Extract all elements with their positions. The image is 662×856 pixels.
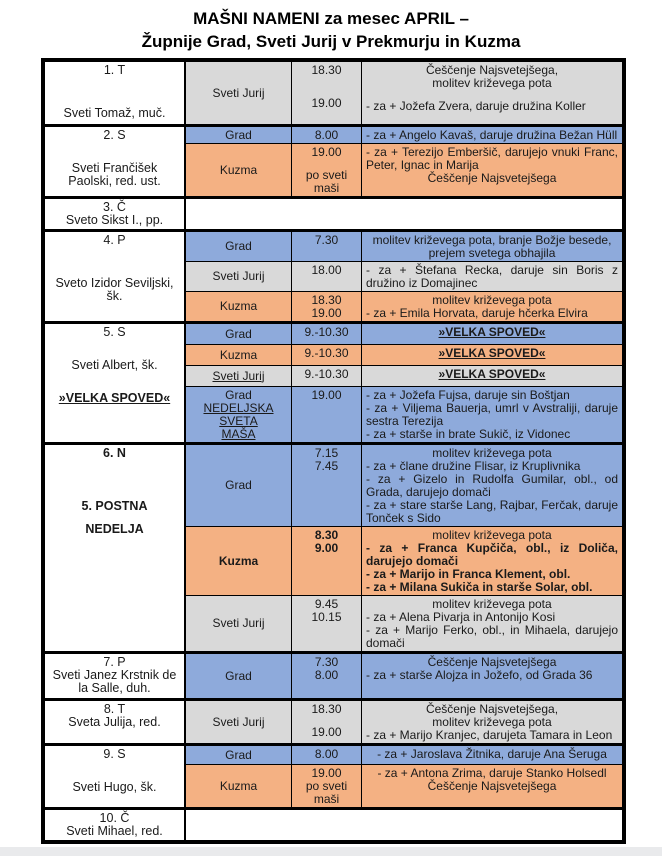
day-text: Paolski, red. ust.: [68, 174, 161, 188]
day-rows: [186, 445, 622, 651]
spacer: [47, 142, 182, 152]
intention-text: »VELKA SPOVED«: [438, 367, 546, 381]
day-text: la Salle, duh.: [78, 681, 151, 695]
intention-text: - za + stare starše Lang, Rajbar, Ferčak, daruje Tonček s Sido: [366, 498, 618, 525]
intention-cell: [362, 345, 622, 365]
church-cell: [186, 292, 292, 321]
time-cell: [292, 596, 362, 651]
day-group-2: [45, 124, 622, 196]
time-cell: [292, 292, 362, 321]
church-name: Sveti Jurij: [212, 616, 265, 630]
day-cell: [45, 62, 186, 124]
intention-text: molitev križevega pota: [432, 597, 552, 611]
intention-text: Češčenje Najsvetejšega: [427, 655, 557, 669]
spacer: [47, 480, 182, 490]
time-text: 7.30: [314, 233, 339, 247]
time-text: 19.00: [311, 306, 342, 320]
day-text: Sveti Hugo, šk.: [72, 780, 157, 794]
church-cell: [186, 701, 292, 743]
intention-text: - za + Marijo Ferko, obl., in Mihaela, darujejo domači: [366, 623, 618, 650]
church-cell: [186, 345, 292, 365]
day-text: 3. Č: [103, 200, 126, 214]
church-name: Grad: [225, 127, 252, 142]
intention-text: - za + člane družine Flisar, iz Kruplivnika: [366, 459, 581, 473]
day-text: 10. Č: [99, 811, 130, 825]
empty-cell: [186, 810, 622, 840]
church-name: Kuzma: [219, 778, 258, 793]
day-rows: [186, 232, 622, 321]
time-cell: [292, 232, 362, 261]
church-cell: [186, 527, 292, 595]
mass-row: [186, 291, 622, 321]
intention-text: - za + Angelo Kavaš, daruje družina Bežan Hüll: [366, 128, 618, 142]
day-group-4: [45, 229, 622, 321]
intention-text: - za + starše in brate Sukič, iz Vidonec: [366, 427, 571, 441]
time-text: 18.30: [311, 702, 342, 716]
spacer: [47, 77, 182, 87]
spacer: [47, 460, 182, 470]
church-name: Sveti Jurij: [212, 714, 265, 729]
page-title-line2: Župnije Grad, Sveti Jurij v Prekmurju in Kuzma: [141, 32, 521, 51]
day-text: 2. S: [103, 128, 126, 142]
day-group-8: [45, 698, 622, 743]
mass-row: [186, 143, 622, 196]
church-name: NEDELJSKA: [203, 400, 274, 415]
church-cell: [186, 366, 292, 386]
mass-row: [186, 62, 622, 124]
church-cell: [186, 144, 292, 196]
time-cell: [292, 324, 362, 344]
intention-cell: [362, 366, 622, 386]
page-bottom-strip: [0, 847, 662, 856]
day-rows: [186, 746, 622, 807]
mass-row: [186, 654, 622, 698]
day-group-3: [45, 196, 622, 229]
time-text: 9.-10.30: [304, 346, 349, 360]
day-rows: [186, 199, 622, 229]
church-cell: [186, 746, 292, 764]
time-text: 19.00: [311, 145, 342, 159]
day-text: 4. P: [103, 233, 126, 247]
day-rows: [186, 324, 622, 442]
day-text: Sveti Mihael, red.: [66, 824, 163, 838]
day-text: 7. P: [103, 655, 126, 669]
mass-intentions-table: [41, 58, 626, 844]
mass-row: [186, 365, 622, 386]
intention-text: - za + Alena Pivarja in Antonijo Kosi: [366, 610, 556, 624]
day-group-1: [45, 62, 622, 124]
intention-cell: [362, 262, 622, 291]
time-cell: [292, 62, 362, 124]
intention-text: Češčenje Najsvetejšega,: [425, 63, 559, 77]
time-text: 10.15: [311, 610, 342, 624]
intention-text: molitev križevega pota: [432, 293, 552, 307]
empty-cell: [186, 199, 622, 229]
time-text: po sveti: [305, 779, 348, 793]
intention-text: Češčenje Najsvetejšega: [427, 779, 557, 793]
spacer: [47, 470, 182, 480]
mass-row: [186, 324, 622, 344]
church-name: Grad: [225, 747, 252, 762]
day-cell: [45, 746, 186, 807]
church-cell: [186, 232, 292, 261]
church-cell: [186, 596, 292, 651]
day-rows: [186, 654, 622, 698]
church-cell: [186, 765, 292, 807]
church-name: Grad: [225, 668, 252, 683]
time-cell: [292, 527, 362, 595]
intention-text: Češčenje Najsvetejšega,: [425, 702, 559, 716]
mass-row: [186, 595, 622, 651]
church-name: Grad: [225, 326, 252, 341]
church-cell: [186, 127, 292, 143]
day-cell: [45, 810, 186, 840]
spacer: [47, 247, 182, 257]
time-text: 9.-10.30: [304, 367, 349, 381]
church-name: Kuzma: [219, 347, 258, 362]
time-cell: [292, 366, 362, 386]
day-rows: [186, 810, 622, 840]
intention-text: »VELKA SPOVED«: [438, 325, 546, 339]
day-group-10: [45, 807, 622, 840]
day-group-7: [45, 651, 622, 698]
time-text: 8.30: [314, 528, 339, 542]
day-text: 9. S: [103, 747, 126, 761]
church-name: Kuzma: [219, 299, 258, 313]
time-cell: [292, 765, 362, 807]
day-group-5: [45, 321, 622, 442]
church-cell: [186, 387, 292, 442]
mass-row: [186, 764, 622, 807]
intention-text: molitev križevega pota: [432, 76, 552, 90]
church-name: Sveti Jurij: [212, 85, 265, 100]
day-text: Sveto Izidor Seviljski,: [55, 276, 174, 290]
time-cell: [292, 127, 362, 143]
time-text: 7.30: [314, 655, 339, 669]
intention-cell: [362, 232, 622, 261]
time-text: 19.00: [311, 388, 342, 402]
intention-text: - za + Jaroslava Žitnika, daruje Ana Šeruga: [377, 747, 607, 761]
time-cell: [292, 445, 362, 526]
day-cell: [45, 232, 186, 321]
time-text: 18.00: [311, 263, 342, 277]
time-text: 9.45: [314, 597, 339, 611]
time-text: 7.15: [314, 446, 339, 460]
intention-cell: [362, 596, 622, 651]
intention-text: - za + Emila Horvata, daruje hčerka Elvira: [366, 306, 588, 320]
time-cell: [292, 144, 362, 196]
spacer: [47, 339, 182, 349]
day-text: Sveta Julija, red.: [68, 715, 161, 729]
intention-text: - za + Marijo in Franca Klement, obl.: [366, 567, 571, 581]
church-name: Kuzma: [218, 553, 259, 568]
intention-text: - za + Franca Kupčiča, obl., iz Doliča, darujejo domači: [366, 541, 618, 568]
day-group-9: [45, 743, 622, 807]
intention-text: - za + Antona Zrima, daruje Stanko Holsedl: [377, 766, 607, 780]
day-text: šk.: [106, 289, 123, 303]
intention-cell: [362, 324, 622, 344]
mass-row: [186, 232, 622, 261]
church-name: MAŠA: [221, 426, 256, 441]
time-text: 7.45: [314, 459, 339, 473]
mass-row: [186, 261, 622, 291]
day-text: 6. N: [103, 446, 126, 460]
day-rows: [186, 62, 622, 124]
time-cell: [292, 262, 362, 291]
intention-text: »VELKA SPOVED«: [438, 346, 546, 360]
church-cell: [186, 654, 292, 698]
intention-text: molitev križevega pota: [432, 446, 552, 460]
day-rows: [186, 127, 622, 196]
mass-row: [186, 344, 622, 365]
intention-cell: [362, 62, 622, 124]
intention-cell: [362, 746, 622, 764]
day-text: NEDELJA: [85, 522, 144, 536]
day-text: Sveti Frančišek: [71, 161, 158, 175]
day-cell: [45, 199, 186, 229]
church-name: Sveti Jurij: [212, 269, 265, 283]
time-text: po sveti: [305, 168, 348, 182]
church-cell: [186, 62, 292, 124]
day-cell: [45, 701, 186, 743]
intention-text: - za + Štefana Recka, daruje sin Boris z družino iz Domajinec: [366, 263, 618, 290]
time-text: 8.00: [314, 668, 339, 682]
church-name: Kuzma: [219, 162, 258, 177]
intention-text: - za + Jožefa Zvera, daruje družina Koller: [366, 99, 586, 113]
day-cell: [45, 445, 186, 651]
church-name: Grad: [225, 239, 252, 253]
intention-text: prejem svetega obhajila: [428, 246, 556, 260]
day-text: 8. T: [103, 702, 126, 716]
church-name: SVETA: [219, 413, 258, 428]
mass-row: [186, 701, 622, 743]
day-group-6: [45, 442, 622, 651]
day-text: Sveti Tomaž, muč.: [63, 106, 166, 120]
time-cell: [292, 387, 362, 442]
time-text: 9.-10.30: [304, 325, 349, 339]
intention-text: molitev križevega pota: [432, 715, 552, 729]
time-text: maši: [313, 181, 340, 195]
mass-row: [186, 526, 622, 595]
time-cell: [292, 701, 362, 743]
day-text: 1. T: [103, 63, 126, 77]
day-text: 5. S: [103, 325, 126, 339]
day-text: 5. POSTNA: [81, 499, 148, 513]
intention-text: - za + Gizelo in Rudolfa Gumilar, obl., od Grada, darujejo domači: [366, 472, 618, 499]
mass-row: [186, 127, 622, 143]
time-text: 9.00: [314, 541, 339, 555]
intention-cell: [362, 765, 622, 807]
day-text: Sveti Albert, šk.: [71, 358, 158, 372]
time-text: 8.00: [314, 128, 339, 142]
spacer: [293, 77, 360, 87]
day-cell: [45, 127, 186, 196]
intention-text: - za + Viljema Bauerja, umrl v Avstraliji, daruje sestra Terezija: [366, 401, 618, 428]
intention-cell: [362, 144, 622, 196]
church-cell: [186, 324, 292, 344]
day-text: »VELKA SPOVED«: [58, 391, 171, 405]
church-name: Grad: [225, 387, 252, 402]
intention-text: Češčenje Najsvetejšega: [427, 171, 557, 185]
intention-text: molitev križevega pota: [432, 528, 552, 542]
time-text: 8.00: [314, 747, 339, 761]
time-text: 19.00: [311, 725, 342, 739]
time-text: 18.30: [311, 293, 342, 307]
mass-row: [186, 445, 622, 526]
intention-cell: [362, 527, 622, 595]
intention-text: - za + Jožefa Fujsa, daruje sin Boštjan: [366, 388, 570, 402]
mass-row: [186, 746, 622, 764]
spacer: [47, 87, 182, 97]
time-cell: [292, 345, 362, 365]
day-text: Sveti Janez Krstnik de: [52, 668, 177, 682]
intention-cell: [362, 701, 622, 743]
day-rows: [186, 701, 622, 743]
spacer: [47, 761, 182, 771]
church-name: Sveti Jurij: [212, 368, 265, 383]
spacer: [47, 372, 182, 382]
spacer: [47, 257, 182, 267]
intention-cell: [362, 127, 622, 143]
intention-cell: [362, 292, 622, 321]
intention-text: molitev križevega pota, branje Božje besede,: [372, 233, 612, 247]
intention-text: - za + Terezijo Emberšič, darujejo vnuki Franc, Peter, Ignac in Marija: [366, 145, 618, 172]
time-text: 18.30: [311, 63, 342, 77]
church-cell: [186, 262, 292, 291]
day-cell: [45, 324, 186, 442]
page-title: [0, 0, 662, 53]
intention-text: - za + Milana Sukiča in starše Solar, obl.: [366, 580, 593, 594]
intention-cell: [362, 654, 622, 698]
mass-row: [186, 386, 622, 442]
time-cell: [292, 654, 362, 698]
intention-cell: [362, 387, 622, 442]
intention-text: - za + Marijo Kranjec, darujeta Tamara in Leon: [366, 728, 613, 742]
time-cell: [292, 746, 362, 764]
page-title-line1: MAŠNI NAMENI za mesec APRIL –: [193, 9, 469, 28]
intention-cell: [362, 445, 622, 526]
time-text: 19.00: [311, 766, 342, 780]
time-text: maši: [313, 792, 340, 806]
time-text: 19.00: [311, 96, 342, 110]
church-name: Grad: [225, 478, 252, 492]
church-cell: [186, 445, 292, 526]
day-cell: [45, 654, 186, 698]
day-text: Sveto Sikst I., pp.: [65, 213, 164, 227]
intention-text: - za + starše Alojza in Jožefo, od Grada 36: [366, 668, 593, 682]
